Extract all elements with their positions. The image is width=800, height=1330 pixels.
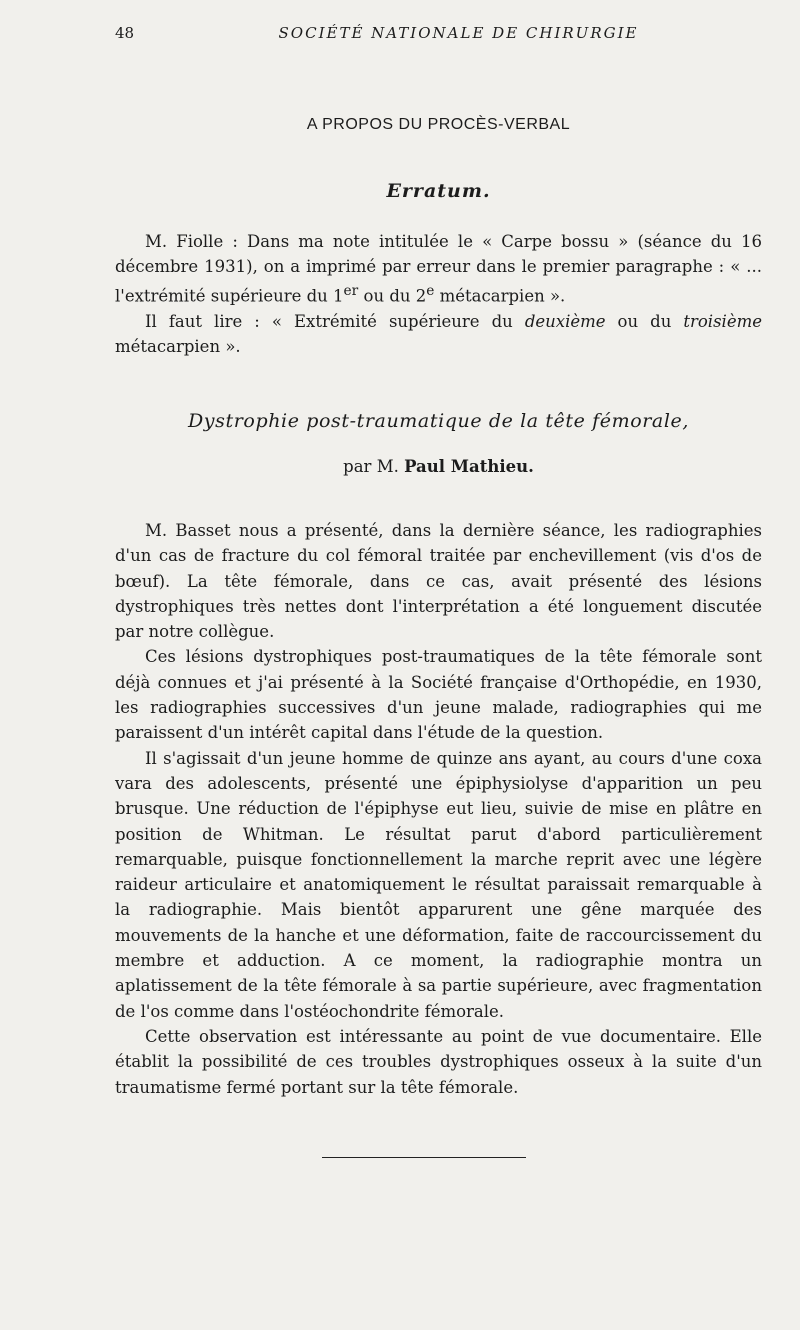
article-body: [115, 518, 762, 1100]
end-rule: [322, 1157, 526, 1158]
emphasis-troisieme: troisième: [683, 311, 763, 331]
article-paragraph-3: Il s'agissait d'un jeune homme de quinze ans ayant, au cours d'une coxa vara des adolescents, présenté une épiphysiolyse d'apparition un peu brusque. Une réduction de l'épiphyse eut lieu, suivie de mise en plâtre en position de Whitman. Le résultat parut d'abord particulièrement remarquable, puisque fonctionnellement la marche reprit avec une légère raideur articulaire et anatomiquement le résultat paraissait remarquable à la radiographie. Mais bientôt apparurent une gêne marquée des mouvements de la hanche et une déformation, faite de raccourcissement du membre et adduction. A ce moment, la radiographie montra un aplatissement de la tête fémorale à sa partie supérieure, avec fragmentation de l'os comme dans l'ostéochondrite fémorale.: [115, 748, 762, 1021]
erratum-title: Erratum.: [386, 180, 491, 202]
article-title: Dystrophie post-traumatique de la tête fémorale,: [187, 410, 690, 432]
erratum-author: M. Fiolle: [145, 232, 224, 251]
section-heading: A PROPOS DU PROCÈS-VERBAL: [306, 116, 571, 133]
page-number: 48: [115, 24, 135, 42]
running-head: [115, 24, 762, 44]
ordinal-superscript: e: [426, 283, 435, 299]
erratum-paragraph-2: Il faut lire : « Extrémité supérieure du deuxième ou du troisième métacarpien ».: [115, 311, 763, 356]
journal-title: SOCIÉTÉ NATIONALE DE CHIRURGIE: [278, 24, 639, 42]
article-paragraph-1: M. Basset nous a présenté, dans la dernière séance, les radiographies d'un cas de fracture du col fémoral traitée par enchevillement (vis d'os de bœuf). La tête fémorale, dans ce cas, avait présenté des lésions dystrophiques très nettes dont l'interprétation a été longuement discutée par notre collègue.: [115, 521, 762, 642]
author-name: Paul Mathieu.: [404, 457, 534, 476]
emphasis-deuxieme: deuxième: [524, 311, 606, 331]
byline: par M. Paul Mathieu.: [343, 457, 534, 476]
article-paragraph-4: Cette observation est intéressante au point de vue documentaire. Elle établit la possibilité de ces troubles dystrophiques osseux à la suite d'un traumatisme fermé portant sur la tête fémorale.: [115, 1026, 762, 1097]
erratum-paragraph-1: M. Fiolle : Dans ma note intitulée le « Carpe bossu » (séance du 16 décembre 1931), on a imprimé par erreur dans le premier paragraphe : « ... l'extrémité supérieure du 1er ou du 2e métacarpien ».: [115, 232, 762, 306]
erratum-body: [115, 229, 762, 359]
article-paragraph-2: Ces lésions dystrophiques post-traumatiques de la tête fémorale sont déjà connues et j'ai présenté à la Société française d'Orthopédie, en 1930, les radiographies successives d'un jeune malade, radiographies qui me paraissent d'un intérêt capital dans l'étude de la question.: [115, 647, 762, 743]
ordinal-superscript: er: [343, 283, 359, 299]
